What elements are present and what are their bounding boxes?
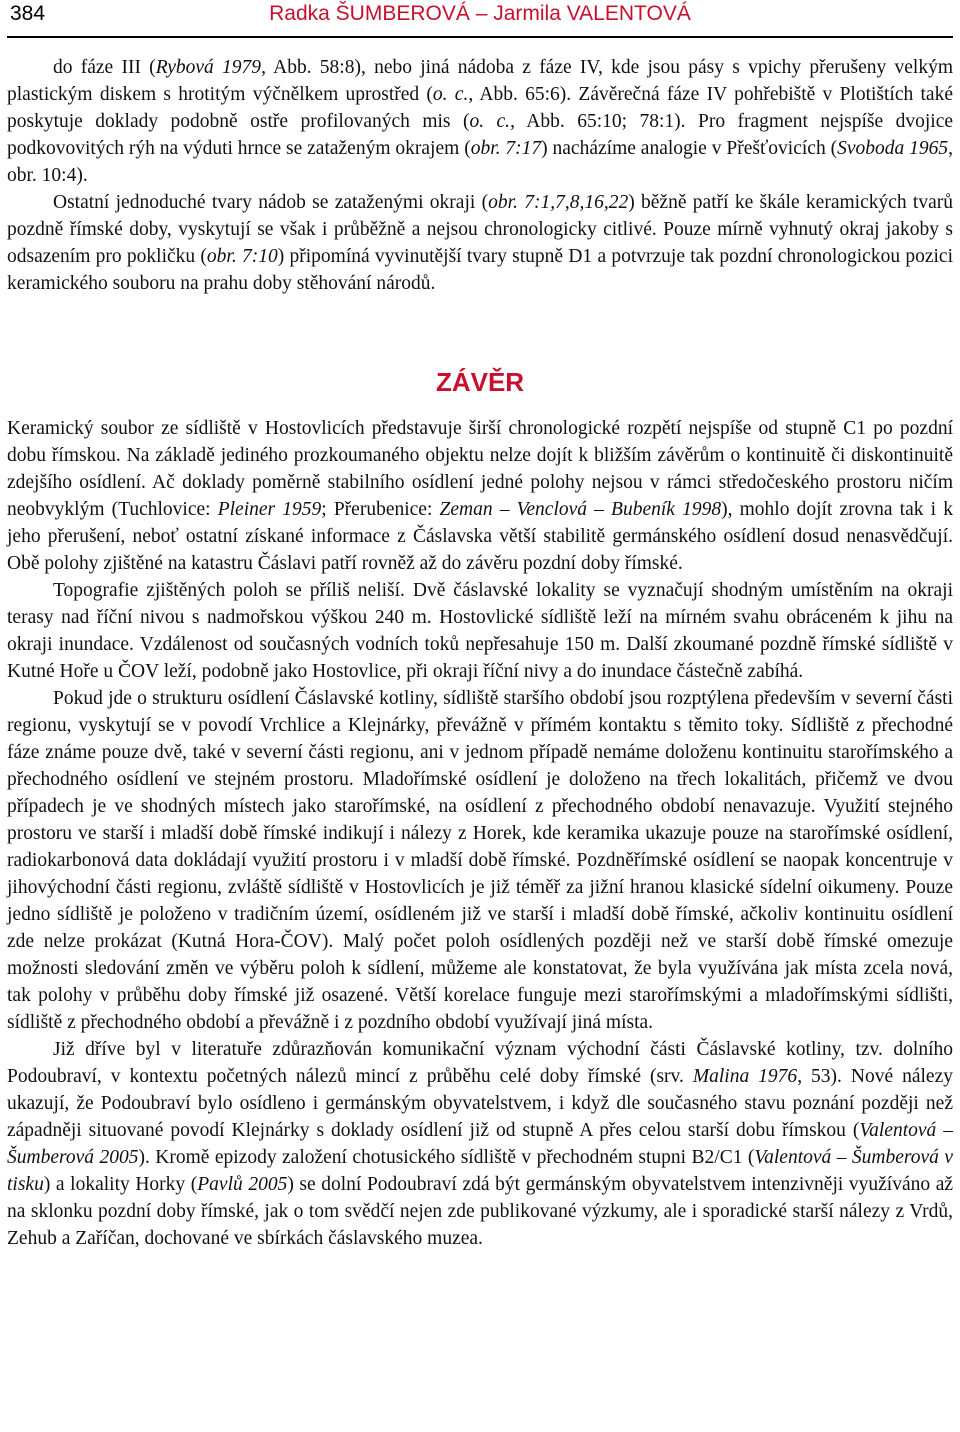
page-header [0, 0, 960, 40]
citation-italic: Rybová 1979 [155, 57, 262, 78]
citation-italic: obr. 7:17 [470, 138, 542, 159]
paragraphs-section [7, 415, 953, 1252]
paragraphs-top [7, 54, 953, 297]
paragraph: Již dříve byl v literatuře zdůrazňován komunikační význam východní části Čáslavské kotliny, tzv. dolního Podoubraví, v kontextu početných nálezů mincí z průběhu celé doby římské (srv. Malina 1976, 53). Nové nálezy ukazují, že Podoubraví bylo osídleno i germánským obyvatelstvem, i když dle současného stavu poznání později než západněji situované povodí Klejnárky s doklady osídlení již od stupně A přes celou starší dobu římskou (Valentová – Šumberová 2005). Kromě epizody založení chotusického sídliště v přechodném stupni B2/C1 (Valentová – Šumberová v tisku) a lokality Horky (Pavlů 2005) se dolní Podoubraví zdá být germánským obyvatelstvem intenzivněji využíváno až na sklonku pozdní doby římské, jak o tom svědčí nejen zde publikované výzkumy, ale i sporadické starší nálezy z Vrdů, Zehub a Zaříčan, dochované ve sbírkách čáslavského muzea. [7, 1039, 954, 1249]
article-body [7, 54, 953, 1252]
paragraph: do fáze III (Rybová 1979, Abb. 58:8), nebo jiná nádoba z fáze IV, kde jsou pásy s vpichy přerušeny velkým plastickým diskem s hrotitým výčnělkem uprostřed (o. c., Abb. 65:6). Závěrečná fáze IV pohřebiště v Plotištích také poskytuje doklady podobně ostře profilovaných mis (o. c., Abb. 65:10; 78:1). Pro fragment nejspíše dvojice podkovovitých rýh na výduti hrnce se zataženým okrajem (obr. 7:17) nacházíme analogie v Přešťovicích (Svoboda 1965, obr. 10:4). [7, 57, 954, 186]
paragraph: Ostatní jednoduché tvary nádob se zataženými okraji (obr. 7:1,7,8,16,22) běžně patří ke škále keramických tvarů pozdně římské doby, vyskytují se však i průběžně a nejsou chronologicky citlivé. Pouze mírně vyhnutý okraj jakoby s odsazením pro pokličku (obr. 7:10) připomíná vyvinutější tvary stupně D1 a potvrzuje tak pozdní chronologickou pozici keramického souboru na prahu doby stěhování národů. [7, 192, 954, 294]
citation-italic: o. c. [432, 84, 469, 105]
citation-italic: Malina 1976 [692, 1066, 798, 1087]
paragraph: Topografie zjištěných poloh se příliš neliší. Dvě čáslavské lokality se vyznačují shodným umístěním na okraji terasy nad říční nivou s nadmořskou výškou 240 m. Hostovlické sídliště leží na mírném svahu obráceném k jihu na okraji inundace. Vzdálenost od současných vodních toků nepřesahuje 150 m. Další zkoumané pozdně římské sídliště v Kutné Hoře u ČOV leží, podobně jako Hostovlice, při okraji říční nivy a do inundace částečně zabíhá. [7, 580, 953, 682]
citation-italic: obr. 7:1,7,8,16,22 [488, 192, 629, 213]
running-head: Radka ŠUMBEROVÁ – Jarmila VALENTOVÁ [269, 2, 691, 25]
citation-italic: Valentová – Šumberová 2005 [7, 1120, 953, 1168]
citation-italic: Pavlů 2005 [197, 1174, 288, 1195]
header-rule [7, 36, 953, 38]
citation-italic: Svoboda 1965 [837, 138, 949, 159]
citation-italic: o. c. [469, 111, 511, 132]
citation-italic: Valentová – Šumberová v tisku [7, 1147, 953, 1195]
citation-italic: Pleiner 1959 [217, 499, 322, 520]
page-number: 384 [10, 2, 46, 25]
citation-italic: Zeman – Venclová – Bubeník 1998 [439, 499, 722, 520]
citation-italic: obr. 7:10 [206, 246, 278, 267]
section-title: ZÁVĚR [435, 367, 525, 397]
paragraph: Pokud jde o strukturu osídlení Čáslavské kotliny, sídliště staršího období jsou rozptýlena především v severní části regionu, vyskytují se v povodí Vrchlice a Klejnárky, převážně v přímém kontaktu s těmito toky. Sídliště z přechodné fáze známe pouze dvě, také v severní části regionu, ani v jednom případě nemáme doloženu kontinuitu starořímského a přechodného osídlení ve stejném prostoru. Mladořímské osídlení je doloženo na třech lokalitách, přičemž ve dvou případech je ve shodných místech jako starořímské, na osídlení z přechodného období nenavazuje. Využití stejného prostoru ve starší i mladší době římské indikují i nálezy z Horek, kde keramika ukazuje pouze na starořímské osídlení, radiokarbonová data dokládají využití prostoru i v mladší době římské. Pozdněřímské osídlení se naopak koncentruje v jihovýchodní části regionu, zvláště sídliště v Hostovlicích je již téměř za jižní hranou klasické sídelní oikumeny. Pouze jedno sídliště je položeno v tradičním území, osídleném již ve starší i mladší době římské, ačkoliv kontinuitu osídlení zde nelze prokázat (Kutná Hora-ČOV). Malý počet poloh osídlených později než ve starší době římské omezuje možnosti sledování změn ve výběru poloh k sídlení, můžeme ale konstatovat, že byla využívána jak místa zcela nová, tak polohy v průběhu doby římské již osazené. Větší korelace funguje mezi starořímskými a mladořímskými sídlišti, sídliště z přechodného období a převážně i z pozdního období využívají jiná místa. [7, 688, 953, 1033]
paragraph: Keramický soubor ze sídliště v Hostovlicích představuje širší chronologické rozpětí nejspíše od stupně C1 po pozdní dobu římskou. Na základě jediného prozkoumaného objektu nelze dojít k bližším závěrům o kontinuitě či diskontinuitě zdejšího osídlení. Ač doklady poměrně stabilního osídlení jedné polohy nejsou v rámci středočeského prostoru ničím neobvyklým (Tuchlovice: Pleiner 1959; Přerubenice: Zeman – Venclová – Bubeník 1998), mohlo dojít zrovna tak i k jeho přerušení, neboť ostatní získané informace z Čáslavska větší stabilitě germánského osídlení dosud nenasvědčují. Obě polohy zjištěné na katastru Čáslavi patří rovněž až do závěru pozdní doby římské. [7, 418, 953, 574]
